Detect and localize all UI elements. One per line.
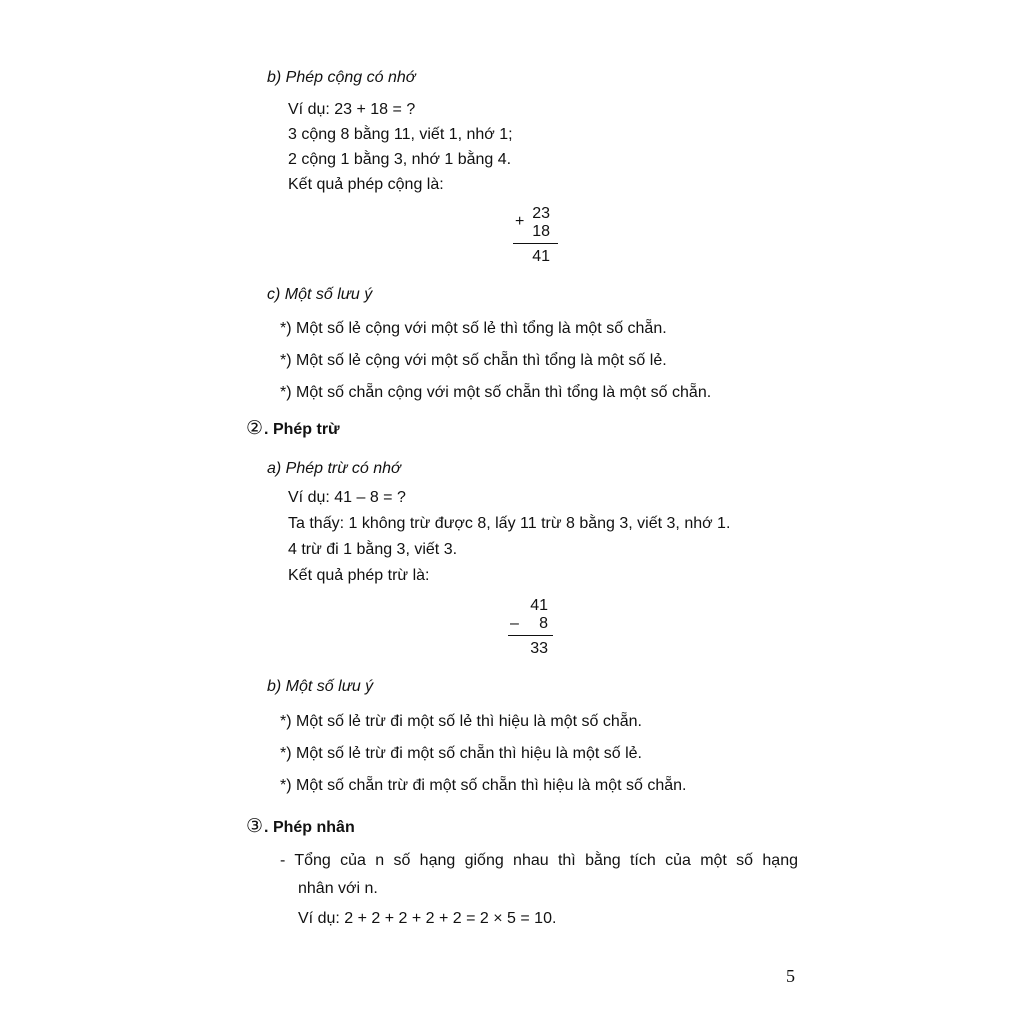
addition-note: *) Một số chẵn cộng với một số chẵn thì tổng là một số chẵn. <box>280 384 712 401</box>
subtraction-note: *) Một số lẻ trừ đi một số lẻ thì hiệu là một số chẵn. <box>280 713 642 730</box>
section-number-3: ③ <box>246 816 264 837</box>
addend-bottom: 18 <box>532 223 550 240</box>
addition-carry-heading: b) Phép cộng có nhớ <box>267 69 416 86</box>
subtraction-carry-heading: a) Phép trừ có nhớ <box>267 460 401 477</box>
subtrahend: 8 <box>539 615 548 632</box>
addend-top: 23 <box>532 205 550 222</box>
page-number: 5 <box>786 966 795 986</box>
subtraction-example: Ví dụ: 41 – 8 = ? <box>288 489 406 506</box>
addition-result-label: Kết quả phép cộng là: <box>288 176 444 193</box>
difference-rule <box>508 635 553 636</box>
plus-sign: + <box>515 213 525 230</box>
addition-note: *) Một số lẻ cộng với một số chẵn thì tổng là một số lẻ. <box>280 352 667 369</box>
multiplication-section-title <box>246 817 355 838</box>
sum-result: 41 <box>532 248 550 265</box>
addition-note: *) Một số lẻ cộng với một số lẻ thì tổng là một số chẵn. <box>280 320 667 337</box>
addition-example: Ví dụ: 23 + 18 = ? <box>288 101 416 118</box>
subtraction-notes-heading: b) Một số lưu ý <box>267 678 374 695</box>
subtraction-note: *) Một số chẵn trừ đi một số chẵn thì hiệu là một số chẵn. <box>280 777 687 794</box>
multiplication-rule-line-2: nhân với n. <box>298 880 378 897</box>
addition-step-1: 3 cộng 8 bằng 11, viết 1, nhớ 1; <box>288 126 513 143</box>
subtraction-step-2: 4 trừ đi 1 bằng 3, viết 3. <box>288 541 458 558</box>
minuend: 41 <box>530 597 548 614</box>
addition-step-2: 2 cộng 1 bằng 3, nhớ 1 bằng 4. <box>288 151 512 168</box>
sum-rule <box>513 243 558 244</box>
difference-result: 33 <box>530 640 548 657</box>
subtraction-step-1: Ta thấy: 1 không trừ được 8, lấy 11 trừ 8 bằng 3, viết 3, nhớ 1. <box>288 515 731 532</box>
multiplication-example: Ví dụ: 2 + 2 + 2 + 2 + 2 = 2 × 5 = 10. <box>298 910 557 927</box>
subtraction-title-text: . Phép trừ <box>264 421 340 438</box>
subtraction-result-label: Kết quả phép trừ là: <box>288 567 430 584</box>
multiplication-rule-line-1: - Tổng của n số hạng giống nhau thì bằng tích của một số hạng <box>280 852 798 869</box>
multiplication-title-text: . Phép nhân <box>264 819 355 836</box>
subtraction-section-title <box>246 419 340 440</box>
section-number-2: ② <box>246 418 264 439</box>
addition-notes-heading: c) Một số lưu ý <box>267 286 373 303</box>
subtraction-note: *) Một số lẻ trừ đi một số chẵn thì hiệu là một số lẻ. <box>280 745 642 762</box>
minus-sign: – <box>510 615 519 632</box>
